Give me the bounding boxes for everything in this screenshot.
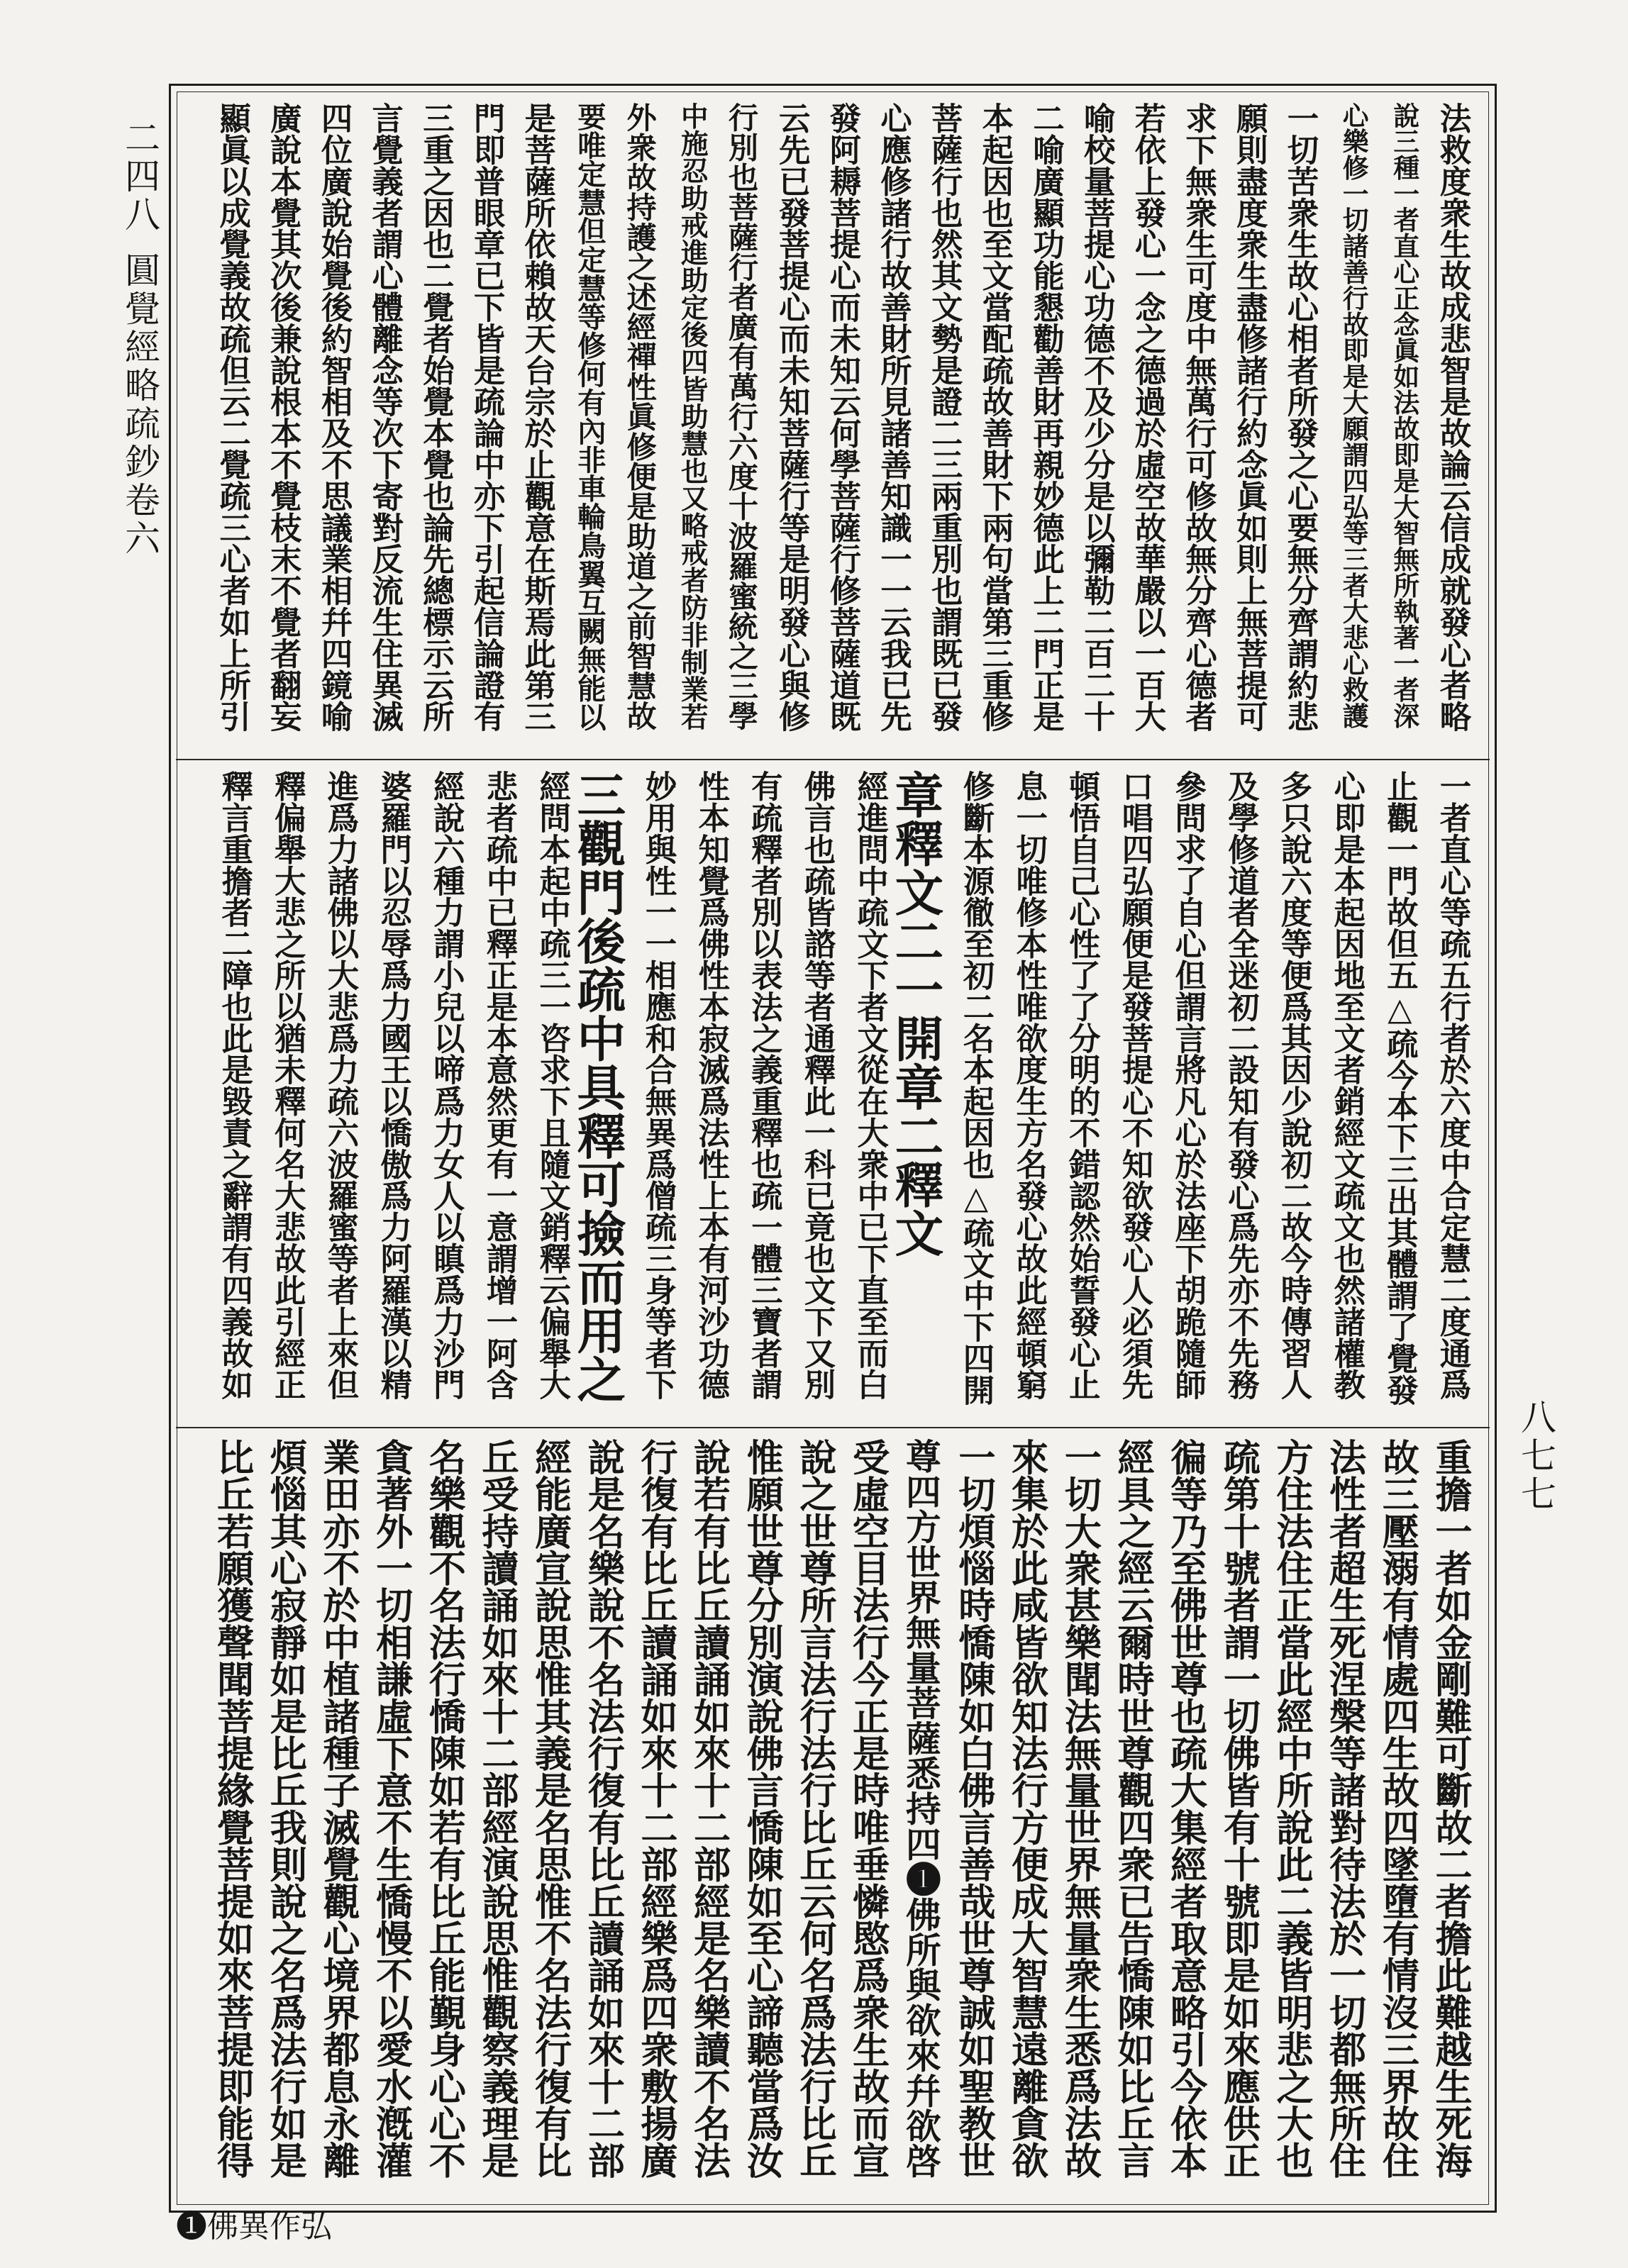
text-column: 貪著外一切相謙虛下意不生憍慢不以愛水漑灌 [369, 1438, 413, 2179]
text-column: 頓悟自己心性了了分明的不錯認然始誓發心止 [1063, 770, 1101, 1400]
text-column: 參問求了自心但謂言將凡心於法座下胡跪隨師 [1169, 770, 1207, 1400]
page-number-left: 二四八 [119, 119, 160, 234]
text-column: 疏第十號者謂一切佛皆有十號即是如來應供正 [1217, 1438, 1261, 2179]
text-column: 要唯定慧但定慧等修何有內非車輪鳥翼互闕無能以 [572, 102, 607, 731]
text-column: 重擔一者如金剛難可斷故二者擔此難越生死海 [1428, 1438, 1472, 2179]
text-column: 煩惱其心寂靜如是比丘我則說之名爲法行如是 [263, 1438, 307, 2179]
text-column: 修斷本源徹至初二名本起因也△疏文中下四開 [957, 770, 995, 1406]
text-column: 若依上發心一念之德過於虛空故華嚴以一百大 [1129, 102, 1166, 732]
text-column: 求下無衆生可度中無萬行可修故無分齊心德者 [1180, 102, 1217, 732]
footnote-text: ❶佛異作弘 [176, 2208, 332, 2245]
text-column: 三觀門後疏中具釋可撿而用之 [568, 770, 626, 1403]
text-column: 一切苦衆生故心相者所發之心要無分齊謂約悲 [1281, 102, 1319, 732]
text-column: 徧等乃至佛世尊也疏大集經者取意略引今依本 [1163, 1438, 1207, 2179]
text-column: 口唱四弘願便是發菩提心不知欲發心人必須先 [1116, 770, 1153, 1400]
text-column: 比丘若願獲聲聞菩提緣覺菩提如來菩提即能得 [210, 1438, 254, 2179]
text-column: 妙用與性一一相應和合無異爲僧疏三身等者下 [639, 770, 677, 1400]
text-column: 一切大衆甚樂聞法無量世界無量衆生悉爲法故 [1058, 1438, 1102, 2179]
text-register-top [176, 92, 1490, 757]
text-column: 門即普眼章已下皆是疏論中亦下引起信論證有 [468, 102, 506, 732]
text-column: 顯眞以成覺義故疏但云二覺疏三心者如上所引 [214, 102, 251, 732]
text-column: 三重之因也二覺者始覺本覺也論先總標示云所 [417, 102, 455, 732]
text-column: 丘受持讀誦如來十二部經演說思惟觀察義理是 [475, 1438, 519, 2179]
text-column: 惟願世尊分別演說佛言憍陳如至心諦聽當爲汝 [740, 1438, 784, 2179]
text-column: 經具之經云爾時世尊觀四衆已告憍陳如比丘言 [1110, 1438, 1154, 2179]
text-column: 經說六種力謂小兒以啼爲力女人以瞋爲力沙門 [428, 770, 465, 1400]
text-column: 心應修諸行故善財所見諸善知識一一云我已先 [875, 102, 912, 732]
text-column: 息一切唯修本性唯欲度生方名發心故此經頓窮 [1010, 770, 1048, 1400]
text-column: 止觀一門故但五△疏今本下三出其體謂了覺發 [1381, 770, 1419, 1406]
text-column: 一者直心等疏五行者於六度中合定慧二度通爲 [1434, 770, 1471, 1400]
text-column: 經進問中疏文下者文從在大衆中已下直至而白 [851, 770, 889, 1400]
text-column: 說若有比丘讀誦如來十二部經是名樂讀不名法 [687, 1438, 731, 2179]
page-number-right: 八七七 [1515, 1399, 1556, 1513]
text-column: 佛言也疏皆諮等者通釋此一科已竟也文下又別 [798, 770, 836, 1400]
text-column: 一切煩惱時憍陳如白佛言善哉世尊誠如聖教世 [951, 1438, 995, 2179]
text-column: 外衆故持護之述經禪性眞修便是助道之前智慧故 [622, 102, 658, 731]
text-column: 性本知覺爲佛性本寂滅爲法性上本有河沙功德 [692, 770, 730, 1400]
text-column: 悲者疏中已釋正是本意然更有一意謂增一阿含 [480, 770, 518, 1400]
text-column: 釋言重擔者二障也此是毀責之辭謂有四義故如 [216, 770, 253, 1400]
text-column: 是菩薩所依賴故天台宗於止觀意在斯焉此第三 [519, 102, 556, 732]
text-column: 菩薩行也然其文勢是證二三兩重別也謂既已發 [926, 102, 963, 732]
text-column: 行復有比丘讀誦如來十二部經樂爲四衆敷揚廣 [633, 1438, 677, 2179]
text-register-bottom [176, 1428, 1490, 2204]
text-column: 尊四方世界無量菩薩悉持四❶佛所與欲來幷欲啓 [900, 1438, 943, 2179]
text-column: 心樂修一切諸善行故即是大願謂四弘等三者大悲心救護 [1338, 102, 1370, 729]
running-title: 圓覺經略疏鈔卷六 [119, 252, 160, 558]
text-column: 願則盡度衆生盡修諸行約念眞如則上無菩提可 [1231, 102, 1268, 732]
text-column: 廣說本覺其次後兼說根本不覺枝末不覺者翻妄 [265, 102, 302, 732]
text-column: 章釋文二一開章二釋文 [886, 770, 943, 1257]
text-column: 來集於此咸皆欲知法行方便成大智慧遠離貪欲 [1004, 1438, 1048, 2179]
text-column: 云先已發菩提心而未知菩薩行等是明發心與修 [773, 102, 811, 732]
text-column: 名樂觀不名法行憍陳如若有比丘能覲身心心不 [422, 1438, 466, 2179]
text-column: 中施忍助戒進助定後四皆助慧也又略戒者防非制業若 [676, 102, 709, 730]
text-column: 發阿耨菩提心而未知云何學菩薩行修菩薩道既 [824, 102, 861, 732]
text-column: 喻校量菩提心功德不及少分是以彌勒二百二十 [1078, 102, 1116, 732]
text-column: 說三種一者直心正念眞如法故即是大智無所執著一者深 [1389, 102, 1421, 729]
text-column: 說之世尊所言法行法行比丘云何名爲法行比丘 [792, 1438, 836, 2179]
text-column: 有疏釋者別以表法之義重釋也疏一體三寶者謂 [746, 770, 783, 1400]
text-column: 進爲力諸佛以大悲爲力疏六波羅蜜等者上來但 [321, 770, 359, 1400]
text-column: 多只說六度等便爲其因少說初二故今時傳習人 [1275, 770, 1312, 1400]
text-column: 四位廣說始覺後約智相及不思議業相幷四鏡喻 [316, 102, 353, 732]
text-column: 釋偏舉大悲之所以猶未釋何名大悲故此引經正 [269, 770, 306, 1400]
text-column: 法性者超生死涅槃等諸對待法於一切都無所住 [1322, 1438, 1366, 2179]
text-column: 及學修道者全迷初二設知有發心爲先亦不先務 [1222, 770, 1260, 1400]
text-column: 言覺義者謂心體離念等次下寄對反流生住異滅 [366, 102, 404, 732]
text-column: 業田亦不於中植諸種子滅覺觀心境界都息永離 [316, 1438, 360, 2179]
text-column: 受虛空目法行今正是時唯垂憐愍爲衆生故而宣 [846, 1438, 890, 2179]
text-column: 行別也菩薩行者廣有萬行六度十波羅蜜統之三學 [724, 102, 760, 731]
text-column: 故三壓溺有情處四生故四墜墮有情沒三界故住 [1375, 1438, 1419, 2179]
text-column: 說是名樂說不名法行復有比丘讀誦如來十二部 [581, 1438, 625, 2179]
text-column: 經能廣宣說思惟其義是名思惟不名法行復有比 [528, 1438, 572, 2179]
text-register-middle [176, 760, 1490, 1425]
text-column: 本起因也至文當配疏故善財下兩句當第三重修 [976, 102, 1014, 732]
text-column: 婆羅門以忍辱爲力國王以憍傲爲力阿羅漢以精 [375, 770, 412, 1400]
text-column: 法救度衆生故成悲智是故論云信成就發心者略 [1434, 102, 1471, 732]
text-column: 經問本起中疏三一咨求下且隨文銷釋云偏舉大 [533, 770, 571, 1400]
text-column: 二喻廣顯功能懇勸善財再親妙德此上二門正是 [1027, 102, 1065, 732]
footnote [176, 2208, 332, 2245]
text-column: 方住法住正當此經中所說此二義皆明悲之大也 [1269, 1438, 1313, 2179]
text-column: 心即是本起因地至文者銷經文疏文也然諸權教 [1328, 770, 1366, 1400]
